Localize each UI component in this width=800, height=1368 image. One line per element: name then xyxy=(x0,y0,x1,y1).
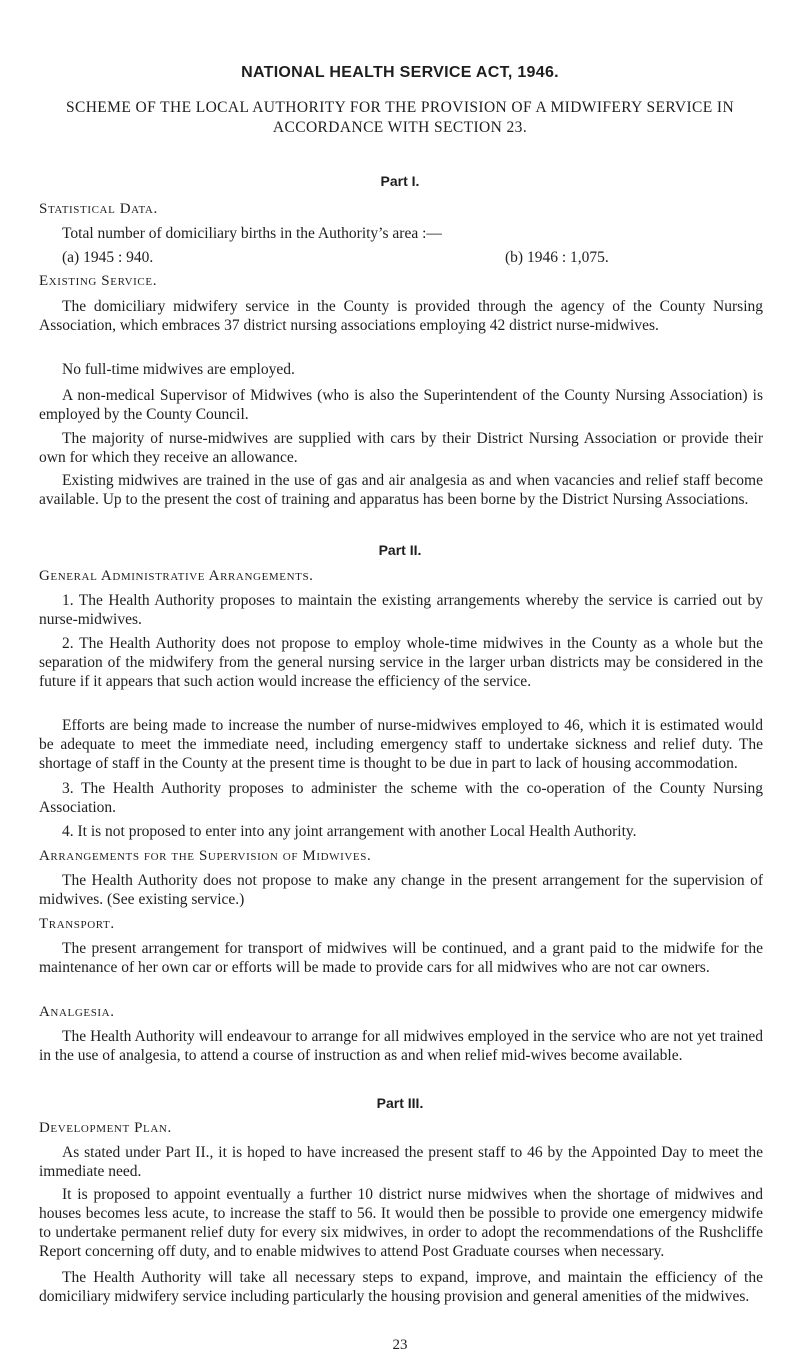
page-number: 23 xyxy=(392,1337,408,1353)
part-2-heading: Part II. xyxy=(378,542,422,558)
development-paragraph-1: As stated under Part II., it is hoped to have increased the present staff to 46 by the Appointed Day to meet the immediate need. xyxy=(39,1144,763,1180)
existing-service-heading: Existing Service. xyxy=(39,273,158,289)
staff-efforts-paragraph: Efforts are being made to increase the number of nurse-midwives employed to 46, which it is estimated would be adequate to meet the immediate need, including emergency staff to undertake sickness and relief duty. The shortage of staff in the County at the present time is thought to be due in part to lack of housing accommodation. xyxy=(39,717,763,772)
item-2-paragraph: 2. The Health Authority does not propose to employ whole-time midwives in the County as a whole but the separation of the midwifery from the general nursing service in the larger urban districts may be considered in the future if it appears that such action would increase the efficiency of the service. xyxy=(39,635,763,690)
births-1946: (b) 1946 : 1,075. xyxy=(505,249,609,266)
full-time-paragraph: No full-time midwives are employed. xyxy=(62,361,295,378)
statistical-data-heading: Statistical Data. xyxy=(39,201,158,217)
births-1945: (a) 1945 : 940. xyxy=(62,249,154,266)
development-paragraph-3: The Health Authority will take all necessary steps to expand, improve, and maintain the efficiency of the domiciliary midwifery service including particularly the housing provision and general amenities of the midwives. xyxy=(39,1269,763,1305)
transport-heading: Transport. xyxy=(39,916,115,932)
act-title: NATIONAL HEALTH SERVICE ACT, 1946. xyxy=(241,64,559,81)
item-1-paragraph: 1. The Health Authority proposes to maintain the existing arrangements whereby the service is carried out by nurse-midwives. xyxy=(39,592,763,628)
analgesia-paragraph: The Health Authority will endeavour to arrange for all midwives employed in the service who are not yet trained in the use of analgesia, to attend a course of instruction as and when relief mid-wives become available. xyxy=(39,1028,763,1064)
development-paragraph-2: It is proposed to appoint eventually a further 10 district nurse midwives when the shortage of midwives and houses becomes less acute, to increase the staff to 56. It would then be possible to provide one emergency midwife to undertake permanent relief duty for every six midwives, in order to adopt the recommendations of the Rushcliffe Report concerning off duty, and to enable midwives to attend Post Graduate courses when necessary. xyxy=(39,1186,763,1260)
scheme-title: SCHEME OF THE LOCAL AUTHORITY FOR THE PROVISION OF A MIDWIFERY SERVICE IN ACCORDANCE WITH SECTION 23. xyxy=(65,99,735,136)
general-administrative-heading: General Administrative Arrangements. xyxy=(39,568,314,584)
item-4-paragraph: 4. It is not proposed to enter into any joint arrangement with another Local Health Authority. xyxy=(62,823,637,840)
supervisor-paragraph: A non-medical Supervisor of Midwives (who is also the Superintendent of the County Nursing Association) is employed by the County Council. xyxy=(39,387,763,423)
part-3-heading: Part III. xyxy=(376,1095,424,1111)
existing-service-paragraph: The domiciliary midwifery service in the County is provided through the agency of the County Nursing Association, which embraces 37 district nursing associations employing 42 district nurse-midwives. xyxy=(39,298,763,334)
supervision-heading: Arrangements for the Supervision of Midwives. xyxy=(39,848,372,864)
supervision-paragraph: The Health Authority does not propose to make any change in the present arrangement for the supervision of midwives. (See existing service.) xyxy=(39,872,763,908)
part-1-heading: Part I. xyxy=(380,173,420,189)
item-3-paragraph: 3. The Health Authority proposes to administer the scheme with the co-operation of the County Nursing Association. xyxy=(39,780,763,816)
training-paragraph: Existing midwives are trained in the use of gas and air analgesia as and when vacancies and relief staff become available. Up to the present the cost of training and apparatus has been borne by the District Nursing Associations. xyxy=(39,472,763,508)
development-plan-heading: Development Plan. xyxy=(39,1120,172,1136)
analgesia-heading: Analgesia. xyxy=(39,1004,115,1020)
births-intro: Total number of domiciliary births in the Authority’s area :— xyxy=(62,225,442,242)
transport-paragraph: The present arrangement for transport of midwives will be continued, and a grant paid to the midwife for the maintenance of her own car or efforts will be made to provide cars for all midwives who are not car owners. xyxy=(39,940,763,976)
cars-paragraph: The majority of nurse-midwives are supplied with cars by their District Nursing Association or provide their own for which they receive an allowance. xyxy=(39,430,763,466)
